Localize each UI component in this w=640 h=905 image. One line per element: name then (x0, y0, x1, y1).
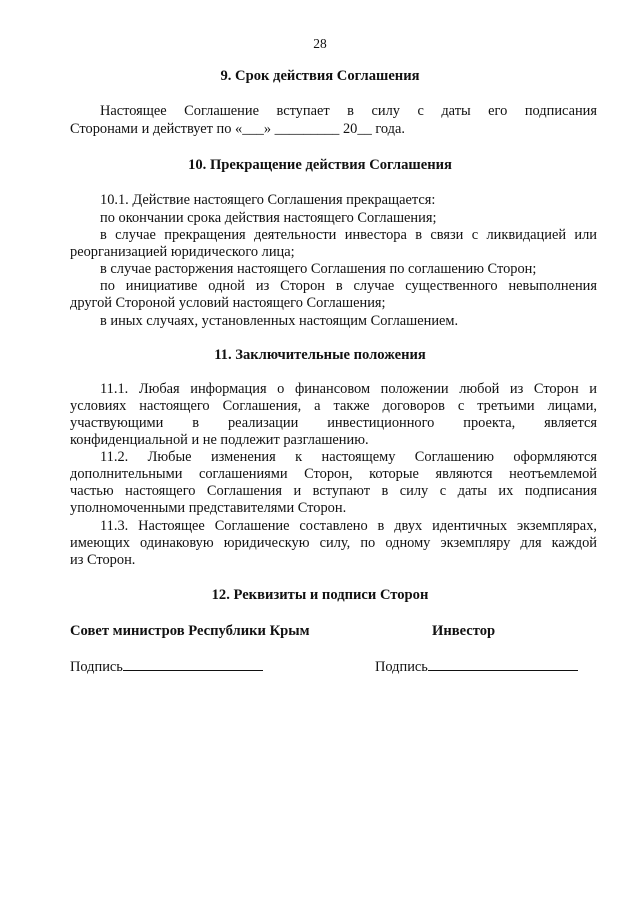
signature-right (375, 657, 578, 676)
section-11-text-line: условиях настоящего Соглашения, а также договоров с третьими лицами, (70, 398, 597, 414)
section-10-text-line: по инициативе одной из Сторон в случае существенного невыполнения (100, 278, 597, 294)
section-10-text-line: в случае прекращения деятельности инвестора в связи с ликвидацией или (100, 227, 597, 243)
signature-left-line (123, 657, 263, 671)
section-11-text-line: участвующими в реализации инвестиционного проекта, является (70, 415, 597, 431)
section-10-text-line: реорганизацией юридического лица; (70, 244, 295, 260)
section-9-text-line: Сторонами и действует по «___» _________ 20__ года. (70, 121, 405, 137)
section-11-text-line: уполномоченными представителями Сторон. (70, 500, 347, 516)
section-11-text-line: 11.2. Любые изменения к настоящему Соглашению оформляются (100, 449, 597, 465)
page-number: 28 (313, 36, 327, 51)
section-10-heading: 10. Прекращение действия Соглашения (188, 157, 452, 173)
signature-right-label: Подпись (375, 659, 428, 675)
section-11-text-line: 11.1. Любая информация о финансовом положении любой из Сторон и (100, 381, 597, 397)
section-11-text-line: из Сторон. (70, 552, 136, 568)
signature-left (70, 657, 263, 676)
party-left-name: Совет министров Республики Крым (70, 623, 310, 639)
section-11-text-line: имеющих одинаковую юридическую силу, по одному экземпляру для каждой (70, 535, 597, 551)
section-9-heading: 9. Срок действия Соглашения (220, 68, 420, 84)
section-11-heading: 11. Заключительные положения (214, 347, 426, 363)
signature-right-line (428, 657, 578, 671)
section-9-text-line: Настоящее Соглашение вступает в силу с даты его подписания (100, 103, 597, 119)
section-11-text-line: 11.3. Настоящее Соглашение составлено в двух идентичных экземплярах, (100, 518, 597, 534)
section-10-text-line: 10.1. Действие настоящего Соглашения прекращается: (100, 192, 436, 208)
signature-left-label: Подпись (70, 659, 123, 675)
section-11-text-line: конфиденциальной и не подлежит разглашению. (70, 432, 369, 448)
section-10-text-line: по окончании срока действия настоящего Соглашения; (100, 210, 437, 226)
section-10-text-line: в иных случаях, установленных настоящим Соглашением. (100, 313, 459, 329)
section-12-heading: 12. Реквизиты и подписи Сторон (211, 587, 429, 603)
party-right-name: Инвестор (432, 623, 496, 639)
section-10-text-line: другой Стороной условий настоящего Соглашения; (70, 295, 386, 311)
section-11-text-line: дополнительными соглашениями Сторон, которые являются неотъемлемой (70, 466, 597, 482)
section-11-text-line: частью настоящего Соглашения и вступают в силу с даты их подписания (70, 483, 597, 499)
section-10-text-line: в случае расторжения настоящего Соглашения по соглашению Сторон; (100, 261, 537, 277)
